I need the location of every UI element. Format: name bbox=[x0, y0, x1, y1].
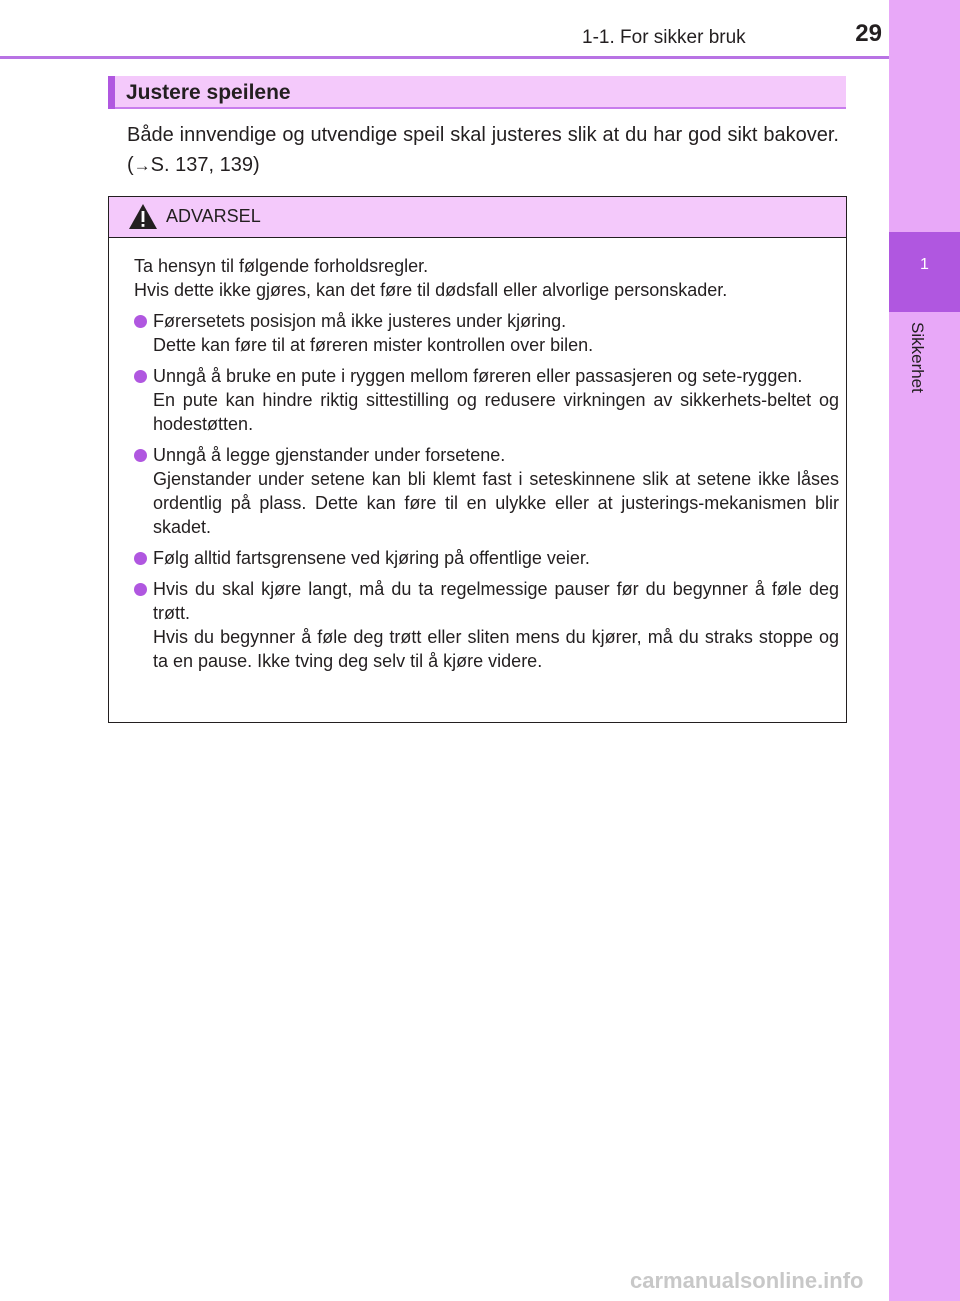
page-number: 29 bbox=[855, 20, 882, 47]
warning-item bbox=[134, 443, 839, 539]
chapter-number: 1 bbox=[920, 256, 929, 273]
warning-item-text: Unngå å bruke en pute i ryggen mellom føreren eller passasjeren og sete-ryggen. bbox=[153, 366, 803, 386]
warning-item-text: Følg alltid fartsgrensene ved kjøring på offentlige veier. bbox=[153, 548, 590, 568]
warning-item-detail: Dette kan føre til at føreren mister kontrollen over bilen. bbox=[153, 335, 594, 355]
warning-item bbox=[134, 364, 839, 436]
header-rule bbox=[0, 56, 889, 59]
warning-item bbox=[134, 546, 839, 570]
warning-item-text: Hvis du skal kjøre langt, må du ta regelmessige pauser før du begynner å føle deg trøtt. bbox=[153, 579, 839, 623]
reference-arrow-icon: → bbox=[133, 156, 151, 175]
bullet-dot-icon bbox=[134, 449, 147, 462]
warning-item-text: Unngå å legge gjenstander under forsetene. bbox=[153, 445, 506, 465]
bullet-dot-icon bbox=[134, 583, 147, 596]
warning-intro bbox=[134, 254, 839, 302]
warning-body bbox=[134, 254, 839, 680]
header-section-title: 1-1. For sikker bruk bbox=[582, 27, 746, 48]
bullet-dot-icon bbox=[134, 315, 147, 328]
side-tab bbox=[889, 0, 960, 1301]
section-heading bbox=[108, 76, 846, 109]
warning-item bbox=[134, 309, 839, 357]
chapter-label-wrap bbox=[907, 322, 943, 442]
chapter-label: Sikkerhet bbox=[908, 322, 927, 393]
warning-intro-line: Ta hensyn til følgende forholdsregler. bbox=[134, 256, 429, 276]
warning-intro-line: Hvis dette ikke gjøres, kan det føre til dødsfall eller alvorlige personskader. bbox=[134, 280, 728, 300]
section-title: Justere speilene bbox=[126, 81, 291, 104]
section-intro bbox=[127, 120, 839, 181]
bullet-dot-icon bbox=[134, 552, 147, 565]
warning-item-text: Førersetets posisjon må ikke justeres under kjøring. bbox=[153, 311, 567, 331]
warning-title: ADVARSEL bbox=[166, 206, 261, 226]
warning-triangle-icon bbox=[128, 203, 158, 230]
intro-text: Både innvendige og utvendige speil skal justeres slik at du har god sikt bakover. ( bbox=[127, 124, 839, 176]
warning-box bbox=[108, 196, 847, 723]
bullet-dot-icon bbox=[134, 370, 147, 383]
section-heading-bar bbox=[108, 76, 115, 109]
warning-item bbox=[134, 577, 839, 673]
warning-item-detail: Hvis du begynner å føle deg trøtt eller sliten mens du kjører, må du straks stoppe og ta en pause. Ikke tving deg selv til å kjøre videre. bbox=[153, 627, 839, 671]
watermark: carmanualsonline.info bbox=[630, 1268, 864, 1293]
intro-reference-link[interactable]: S. 137, 139) bbox=[150, 154, 260, 176]
warning-header bbox=[109, 197, 846, 238]
warning-item-detail: Gjenstander under setene kan bli klemt fast i seteskinnene slik at setene ikke låses ordentlig på plass. Dette kan føre til en ulykke eller at justerings-mekanismen blir skadet. bbox=[153, 469, 839, 537]
warning-item-detail: En pute kan hindre riktig sittestilling og redusere virkningen av sikkerhets-beltet og hodestøtten. bbox=[153, 390, 839, 434]
